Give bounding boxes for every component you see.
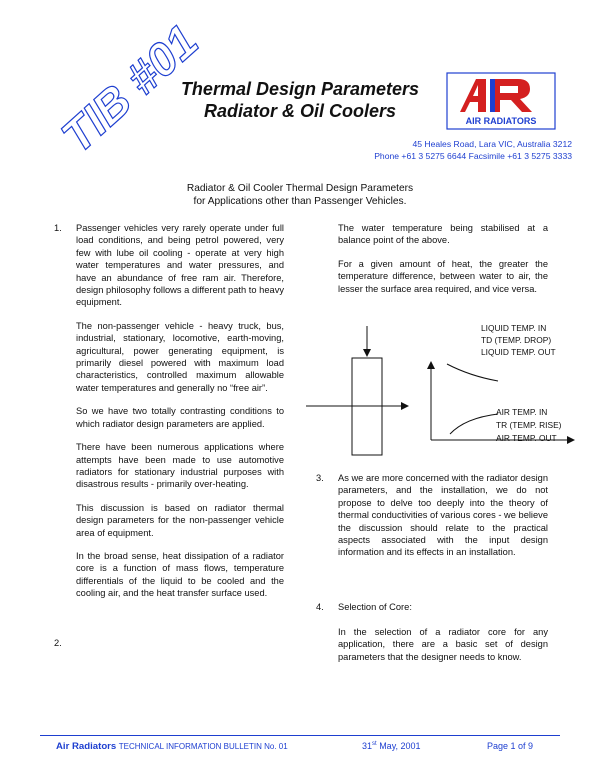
company-contact: Phone +61 3 5275 6644 Facsimile +61 3 5275 3333 [374, 151, 572, 161]
footer-date-suffix: st [372, 741, 377, 747]
left-column [76, 222, 284, 611]
paragraph: So we have two totally contrasting conditions to which radiator design parameters are applied. [76, 406, 284, 429]
company-address-block [374, 138, 572, 162]
title-line-2: Radiator & Oil Coolers [203, 101, 397, 121]
liquid-temperature-curve [447, 364, 498, 381]
temperature-diagram [300, 318, 580, 478]
paragraph: For a given amount of heat, the greater the temperature difference, between water to air, the lesser the surface area required, and vice versa. [338, 258, 548, 294]
item-4-number: 4. [316, 602, 324, 612]
title-line-1: Thermal Design Parameters [180, 79, 420, 99]
company-address: 45 Heales Road, Lara VIC, Australia 3212 [412, 139, 572, 149]
item-3-number: 3. [316, 473, 324, 483]
footer-company: Air Radiators [56, 741, 117, 752]
liquid-in-label: LIQUID TEMP. IN [481, 323, 547, 333]
paragraph: In the broad sense, heat dissipation of a radiator core is a function of mass flows, temperature differentials of the liquid to be cooled and the cooling air, and the heat transfer surface used. [76, 550, 284, 599]
document-heading-line-2: for Applications other than Passenger Vehicles. [193, 196, 407, 207]
paragraph: The non-passenger vehicle - heavy truck, bus, industrial, stationary, locomotive, earth-moving, agricultural, power generating equipment, is primarily diesel powered with maximum load characteristics, controlled maximum allowable water temperatures and generally no “free air”. [76, 320, 284, 393]
air-in-label: AIR TEMP. IN [496, 407, 548, 417]
footer-date [362, 741, 421, 751]
temp-drop-label: TD (TEMP. DROP) [481, 335, 552, 345]
liquid-out-label: LIQUID TEMP. OUT [481, 347, 556, 357]
item-2-number: 2. [54, 638, 62, 648]
paragraph: The water temperature being stabilised at a balance point of the above. [338, 223, 548, 246]
air-radiators-logo [446, 72, 556, 130]
footer-divider [40, 735, 560, 736]
footer-bulletin: TECHNICAL INFORMATION BULLETIN No. 01 [118, 742, 288, 751]
document-heading-line-1: Radiator & Oil Cooler Thermal Design Parameters [186, 183, 414, 194]
item-1-number: 1. [54, 223, 62, 233]
document-heading [0, 182, 600, 208]
item-3-text: As we are more concerned with the radiator design parameters, and the installation, we do not propose to delve too deeply into the theory of thermal conductivities of various cores - we believe the discussion should relate to the practical aspects associated with the input design information and its effects in an installation. [338, 473, 548, 558]
air-out-label: AIR TEMP. OUT [496, 433, 557, 443]
paragraph: This discussion is based on radiator thermal design parameters for the non-passenger vehicle area of equipment. [76, 502, 284, 538]
air-temperature-curve [450, 414, 498, 434]
tib-stamp-text: TIB #01 [51, 14, 208, 163]
footer-date-day: 31 [362, 741, 373, 751]
footer-left [56, 741, 288, 752]
paragraph: Passenger vehicles very rarely operate under full load conditions, and being petrol powered, very few with lube oil cooling - operate at very high water temperatures and water pressures, and have an abundance of free ram air. Therefore, design philosophy follows a different path to heavy equipment. [76, 223, 284, 308]
paragraph: There have been numerous applications where attempts have been made to use automotive radiators for stationary industrial purposes with disastrous results - primarily over-heating. [76, 442, 284, 490]
temp-rise-label: TR (TEMP. RISE) [496, 420, 562, 430]
right-column-intro [338, 222, 548, 306]
item-4-text: In the selection of a radiator core for any application, there are a basic set of design parameters that the designer needs to know. [338, 627, 548, 662]
footer-date-rest: May, 2001 [376, 741, 421, 751]
logo-name: AIR RADIATORS [465, 116, 537, 126]
item-4-title: Selection of Core: [338, 602, 412, 612]
footer-page-number: Page 1 of 9 [487, 741, 534, 751]
